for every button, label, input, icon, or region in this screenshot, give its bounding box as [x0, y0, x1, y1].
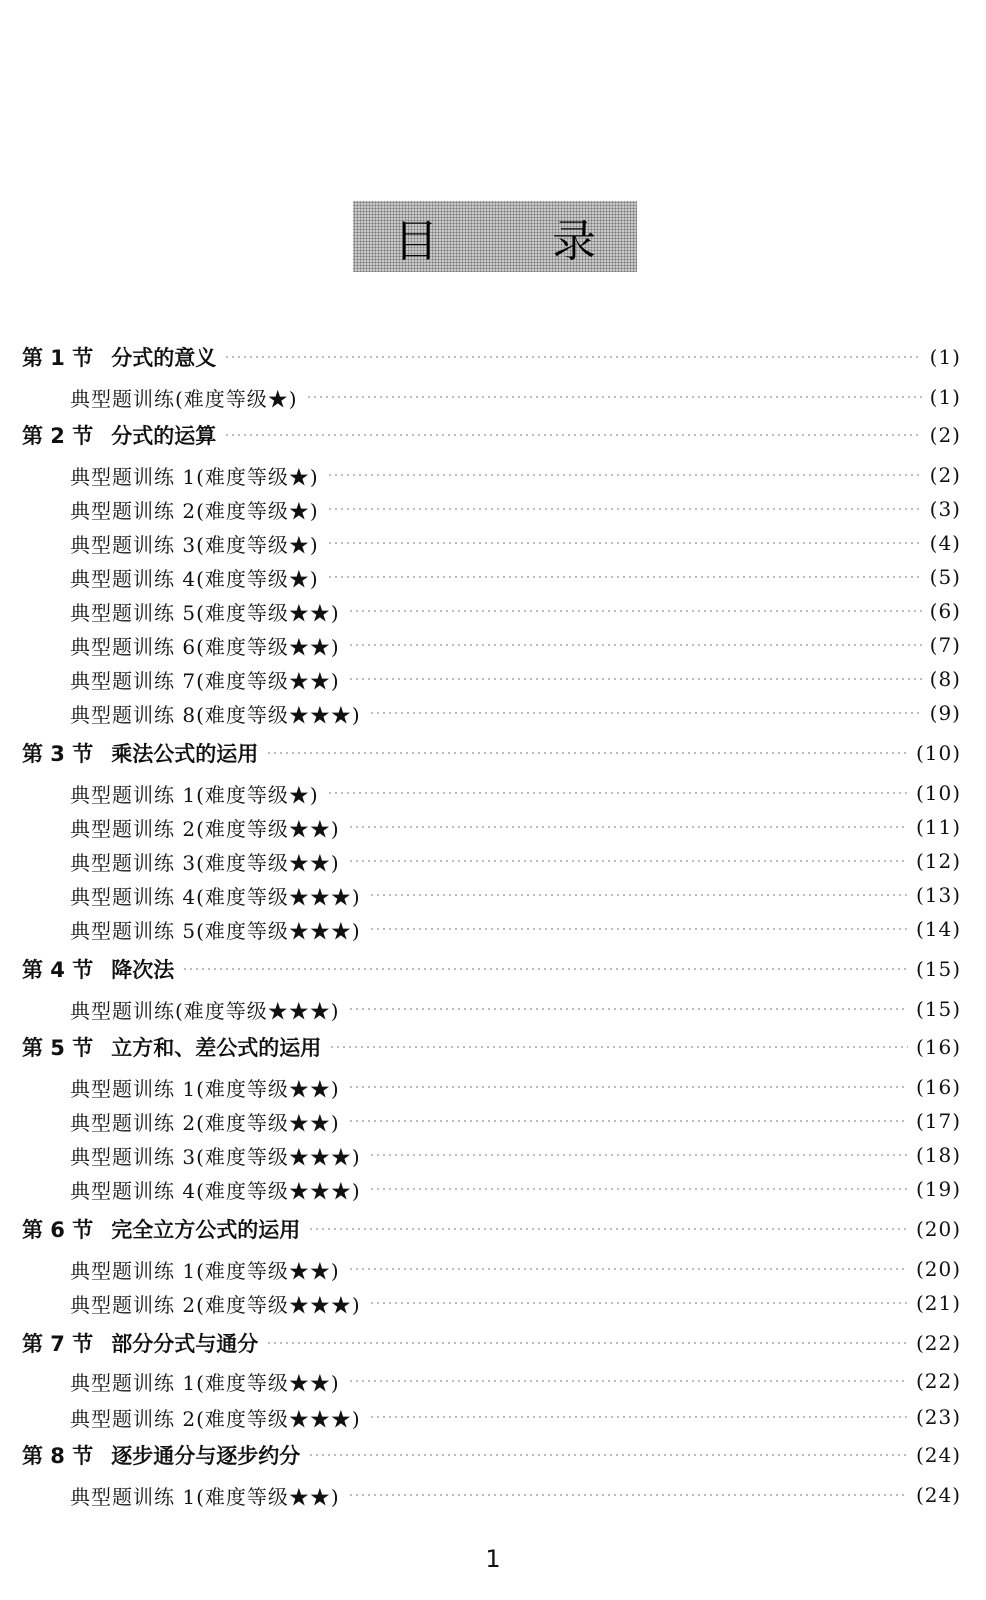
- toc-item-entry: [70, 844, 961, 878]
- item-title: 典型题训练 1(难度等级★★): [70, 1484, 340, 1509]
- page-ref: (15): [915, 997, 961, 1021]
- dot-leader: [329, 1046, 908, 1048]
- toc-item-entry: [70, 878, 961, 912]
- toc-section-entry: [22, 1212, 961, 1246]
- toc-item-entry: [70, 560, 961, 594]
- dot-leader: [327, 474, 922, 476]
- toc-item-entry: [70, 526, 961, 560]
- toc-item-entry: [70, 1478, 961, 1512]
- item-title: 典型题训练 1(难度等级★): [70, 464, 319, 489]
- toc-item-entry: [70, 992, 961, 1026]
- item-title: 典型题训练 6(难度等级★★): [70, 634, 340, 659]
- toc-item-entry: [70, 912, 961, 946]
- page-ref: (5): [929, 565, 961, 589]
- toc-item-entry: [70, 810, 961, 844]
- section-number: 第 4 节: [22, 958, 94, 982]
- section-title: 部分分式与通分: [111, 1332, 259, 1356]
- dot-leader: [369, 928, 908, 930]
- section-number: 第 6 节: [22, 1218, 94, 1242]
- page-ref: (15): [915, 957, 961, 981]
- section-number: 第 7 节: [22, 1332, 94, 1356]
- item-title: 典型题训练 4(难度等级★): [70, 566, 319, 591]
- page-ref: (8): [929, 667, 961, 691]
- page-number: 1: [485, 1545, 501, 1573]
- item-title: 典型题训练 3(难度等级★★★): [70, 1144, 361, 1169]
- dot-leader: [348, 1120, 908, 1122]
- dot-leader: [306, 396, 922, 398]
- dot-leader: [348, 1268, 908, 1270]
- dot-leader: [348, 860, 908, 862]
- item-title: 典型题训练 1(难度等级★★): [70, 1076, 340, 1101]
- dot-leader: [348, 1380, 908, 1382]
- toc-item-entry: [70, 1364, 961, 1398]
- dot-leader: [327, 792, 908, 794]
- section-number: 第 3 节: [22, 742, 94, 766]
- toc-item-entry: [70, 458, 961, 492]
- page-ref: (24): [915, 1443, 961, 1467]
- page-ref: (13): [915, 883, 961, 907]
- toc-item-entry: [70, 1252, 961, 1286]
- toc-section-entry: [22, 340, 961, 374]
- item-title: 典型题训练 5(难度等级★★★): [70, 918, 361, 943]
- item-title: 典型题训练 5(难度等级★★): [70, 600, 340, 625]
- dot-leader: [348, 644, 922, 646]
- page-ref: (3): [929, 497, 961, 521]
- dot-leader: [308, 1454, 908, 1456]
- toc-item-entry: [70, 696, 961, 730]
- section-label: [22, 954, 174, 984]
- toc-item-entry: [70, 662, 961, 696]
- item-title: 典型题训练 8(难度等级★★★): [70, 702, 361, 727]
- toc-title-box: [353, 201, 646, 272]
- page-ref: (20): [915, 1217, 961, 1241]
- page-ref: (18): [915, 1143, 961, 1167]
- item-title: 典型题训练 2(难度等级★★★): [70, 1292, 361, 1317]
- page-ref: (2): [929, 423, 961, 447]
- item-title: 典型题训练 2(难度等级★★★): [70, 1406, 361, 1431]
- section-label: [22, 1440, 300, 1470]
- item-title: 典型题训练 2(难度等级★★): [70, 1110, 340, 1135]
- page-ref: (24): [915, 1483, 961, 1507]
- page-ref: (23): [915, 1405, 961, 1429]
- section-label: [22, 420, 216, 450]
- section-title: 立方和、差公式的运用: [111, 1036, 322, 1060]
- page-ref: (22): [915, 1369, 961, 1393]
- dot-leader: [369, 1416, 908, 1418]
- item-title: 典型题训练(难度等级★): [70, 386, 298, 411]
- toc-section-entry: [22, 418, 961, 452]
- dot-leader: [369, 894, 908, 896]
- dot-leader: [224, 434, 921, 436]
- item-title: 典型题训练(难度等级★★★): [70, 998, 340, 1023]
- section-title: 分式的意义: [111, 346, 217, 370]
- section-label: [22, 1214, 300, 1244]
- dot-leader: [369, 1154, 908, 1156]
- section-label: [22, 1032, 321, 1062]
- page-ref: (4): [929, 531, 961, 555]
- item-title: 典型题训练 2(难度等级★): [70, 498, 319, 523]
- section-label: [22, 738, 258, 768]
- dot-leader: [266, 1342, 908, 1344]
- toc-item-entry: [70, 1104, 961, 1138]
- page-ref: (9): [929, 701, 961, 725]
- page-ref: (6): [929, 599, 961, 623]
- section-number: 第 5 节: [22, 1036, 94, 1060]
- toc-item-entry: [70, 1286, 961, 1320]
- dot-leader: [308, 1228, 908, 1230]
- dot-leader: [327, 542, 922, 544]
- item-title: 典型题训练 3(难度等级★★): [70, 850, 340, 875]
- dot-leader: [327, 508, 922, 510]
- dot-leader: [348, 826, 908, 828]
- item-title: 典型题训练 7(难度等级★★): [70, 668, 340, 693]
- toc-item-entry: [70, 1070, 961, 1104]
- dot-leader: [348, 1086, 908, 1088]
- dot-leader: [266, 752, 908, 754]
- item-title: 典型题训练 1(难度等级★★): [70, 1258, 340, 1283]
- item-title: 典型题训练 1(难度等级★): [70, 782, 319, 807]
- dot-leader: [224, 356, 921, 358]
- dot-leader: [348, 1494, 908, 1496]
- section-title: 乘法公式的运用: [111, 742, 259, 766]
- section-label: [22, 342, 216, 372]
- toc-section-entry: [22, 1326, 961, 1360]
- toc-item-entry: [70, 1138, 961, 1172]
- item-title: 典型题训练 2(难度等级★★): [70, 816, 340, 841]
- toc-item-entry: [70, 1172, 961, 1206]
- toc-item-entry: [70, 628, 961, 662]
- toc-title: 目 录: [394, 215, 646, 267]
- section-title: 完全立方公式的运用: [111, 1218, 301, 1242]
- page-ref: (10): [915, 781, 961, 805]
- dot-leader: [348, 610, 922, 612]
- page-ref: (7): [929, 633, 961, 657]
- toc-item-entry: [70, 380, 961, 414]
- dot-leader: [369, 1188, 908, 1190]
- dot-leader: [348, 678, 922, 680]
- toc-item-entry: [70, 1400, 961, 1434]
- dot-leader: [369, 1302, 908, 1304]
- page-ref: (12): [915, 849, 961, 873]
- page-ref: (2): [929, 463, 961, 487]
- page-ref: (16): [915, 1075, 961, 1099]
- page-ref: (17): [915, 1109, 961, 1133]
- page-ref: (1): [929, 345, 961, 369]
- section-title: 逐步通分与逐步约分: [111, 1444, 301, 1468]
- dot-leader: [348, 1008, 908, 1010]
- section-label: [22, 1328, 258, 1358]
- toc-section-entry: [22, 952, 961, 986]
- section-number: 第 2 节: [22, 424, 94, 448]
- page-ref: (22): [915, 1331, 961, 1355]
- toc-item-entry: [70, 492, 961, 526]
- page-ref: (11): [915, 815, 961, 839]
- toc-item-entry: [70, 594, 961, 628]
- page-ref: (1): [929, 385, 961, 409]
- item-title: 典型题训练 1(难度等级★★): [70, 1370, 340, 1395]
- toc-section-entry: [22, 736, 961, 770]
- item-title: 典型题训练 4(难度等级★★★): [70, 1178, 361, 1203]
- dot-leader: [327, 576, 922, 578]
- item-title: 典型题训练 3(难度等级★): [70, 532, 319, 557]
- page-ref: (14): [915, 917, 961, 941]
- page-ref: (20): [915, 1257, 961, 1281]
- section-number: 第 8 节: [22, 1444, 94, 1468]
- section-title: 分式的运算: [111, 424, 217, 448]
- dot-leader: [182, 968, 908, 970]
- section-number: 第 1 节: [22, 346, 94, 370]
- toc-section-entry: [22, 1438, 961, 1472]
- page-ref: (21): [915, 1291, 961, 1315]
- page-ref: (19): [915, 1177, 961, 1201]
- dot-leader: [369, 712, 922, 714]
- page-ref: (10): [915, 741, 961, 765]
- toc-item-entry: [70, 776, 961, 810]
- toc-section-entry: [22, 1030, 961, 1064]
- section-title: 降次法: [111, 958, 175, 982]
- page-ref: (16): [915, 1035, 961, 1059]
- item-title: 典型题训练 4(难度等级★★★): [70, 884, 361, 909]
